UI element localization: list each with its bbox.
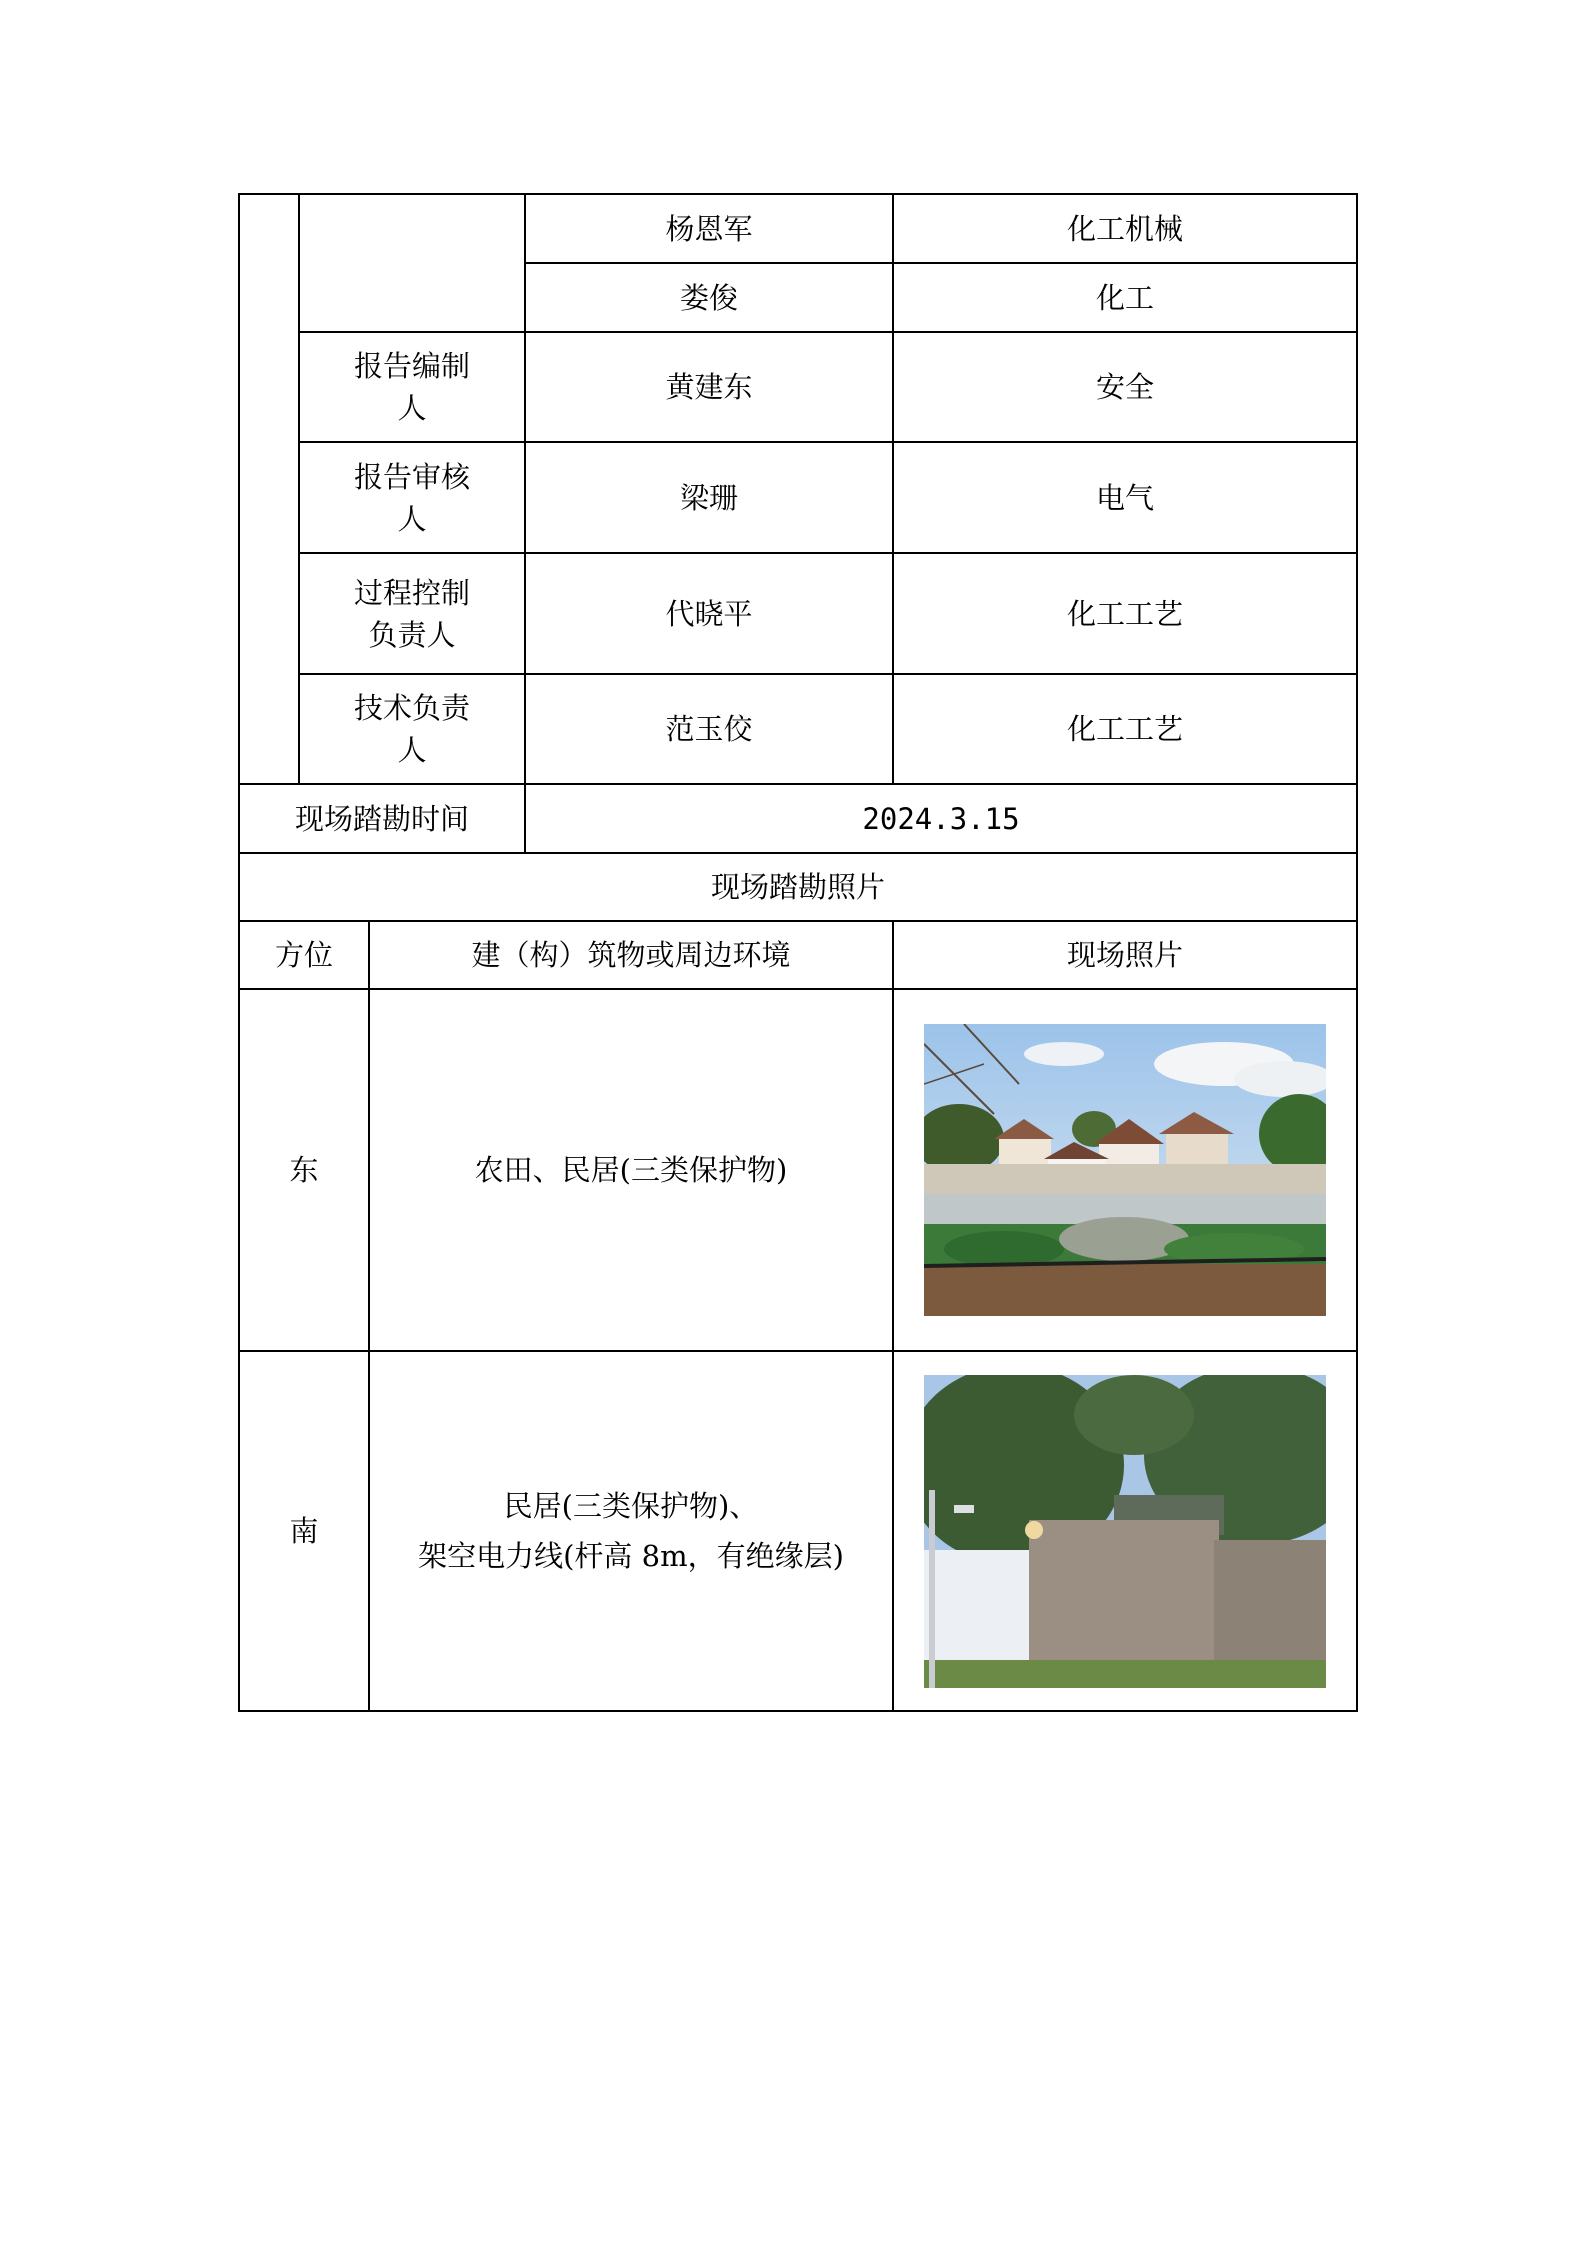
- team-row: [239, 553, 1357, 674]
- survey-info-table: [238, 193, 1358, 1712]
- member-name: 范玉佼: [525, 674, 893, 784]
- survey-row-east: [239, 989, 1357, 1351]
- survey-time-label: 现场踏勘时间: [239, 784, 525, 853]
- member-specialty: 安全: [893, 332, 1357, 442]
- survey-row-south: [239, 1351, 1357, 1711]
- member-role: [299, 674, 525, 784]
- header-photo: 现场照片: [893, 921, 1357, 989]
- survey-time-value: 2024.3.15: [525, 784, 1357, 853]
- photos-header-row: [239, 921, 1357, 989]
- member-name: 黄建东: [525, 332, 893, 442]
- member-name: 梁珊: [525, 442, 893, 553]
- member-role-text: 报告编制人: [353, 349, 470, 425]
- team-group-cell: [239, 194, 299, 784]
- team-row: [239, 194, 1357, 263]
- photo-cell: [893, 989, 1357, 1351]
- direction-cell: 南: [239, 1351, 369, 1711]
- role-cell-empty: [299, 194, 525, 332]
- member-specialty: 化工工艺: [893, 674, 1357, 784]
- member-name: 杨恩军: [525, 194, 893, 263]
- photos-title: 现场踏勘照片: [239, 853, 1357, 921]
- environment-line: 架空电力线(杆高 8m，有绝缘层): [418, 1539, 844, 1573]
- member-role: [299, 332, 525, 442]
- header-direction: 方位: [239, 921, 369, 989]
- member-specialty: 电气: [893, 442, 1357, 553]
- member-specialty: 化工: [893, 263, 1357, 332]
- environment-cell: [369, 1351, 893, 1711]
- member-role: [299, 553, 525, 674]
- photo-cell: [893, 1351, 1357, 1711]
- wall-trees-photo: [924, 1375, 1326, 1688]
- farmland-houses-image: [924, 1024, 1326, 1316]
- header-environment: 建（构）筑物或周边环境: [369, 921, 893, 989]
- member-specialty: 化工工艺: [893, 553, 1357, 674]
- member-role-text: 过程控制负责人: [353, 575, 470, 652]
- environment-cell: [369, 989, 893, 1351]
- member-name: 娄俊: [525, 263, 893, 332]
- environment-line: 民居(三类保护物)、: [503, 1489, 759, 1523]
- member-specialty: 化工机械: [893, 194, 1357, 263]
- farmland-houses-photo: [924, 1024, 1326, 1316]
- member-role-text: 技术负责人: [353, 691, 470, 767]
- member-role-text: 报告审核人: [353, 459, 470, 536]
- team-row: [239, 442, 1357, 553]
- environment-line: 农田、民居(三类保护物): [474, 1153, 788, 1187]
- direction-cell: 东: [239, 989, 369, 1351]
- member-name: 代晓平: [525, 553, 893, 674]
- member-role: [299, 442, 525, 553]
- team-row: [239, 332, 1357, 442]
- survey-time-row: [239, 784, 1357, 853]
- photos-title-row: [239, 853, 1357, 921]
- wall-trees-image: [924, 1375, 1326, 1688]
- team-row: [239, 674, 1357, 784]
